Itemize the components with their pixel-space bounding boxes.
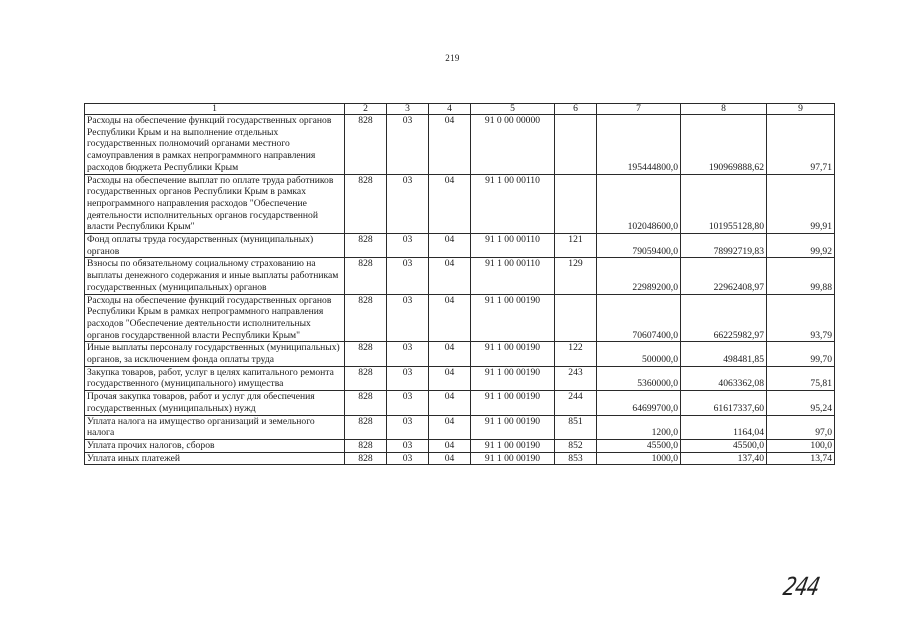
amount-cell: 66225982,97	[681, 294, 767, 342]
row-name-cell: Уплата иных платежей	[85, 452, 345, 465]
code-cell: 91 1 00 00190	[471, 294, 555, 342]
table-row	[85, 391, 835, 415]
code-cell: 828	[345, 174, 387, 234]
code-cell: 852	[555, 439, 597, 452]
row-name-cell: Уплата налога на имущество организаций и земельного налога	[85, 415, 345, 439]
code-cell: 244	[555, 391, 597, 415]
row-name-cell: Расходы на обеспечение функций государственных органов Республики Крым в рамках непрограммного направления расходов "Обеспечение деятельности исполнительных органов государственной власти Республики Крым"	[85, 294, 345, 342]
amount-cell: 79059400,0	[597, 234, 681, 258]
amount-cell: 102048600,0	[597, 174, 681, 234]
table-row	[85, 234, 835, 258]
code-cell: 91 1 00 00190	[471, 391, 555, 415]
row-name-cell: Иные выплаты персоналу государственных (муниципальных) органов, за исключением фонда оплаты труда	[85, 342, 345, 366]
code-cell: 828	[345, 342, 387, 366]
amount-cell: 1000,0	[597, 452, 681, 465]
code-cell	[555, 115, 597, 175]
header-cell: 3	[387, 104, 429, 115]
code-cell: 129	[555, 258, 597, 294]
code-cell: 853	[555, 452, 597, 465]
code-cell: 91 1 00 00110	[471, 174, 555, 234]
amount-cell: 195444800,0	[597, 115, 681, 175]
table-row	[85, 415, 835, 439]
percent-cell: 97,71	[767, 115, 835, 175]
code-cell: 91 1 00 00110	[471, 258, 555, 294]
code-cell: 04	[429, 294, 471, 342]
code-cell: 03	[387, 294, 429, 342]
code-cell: 828	[345, 452, 387, 465]
code-cell: 04	[429, 342, 471, 366]
header-cell: 6	[555, 104, 597, 115]
code-cell: 03	[387, 258, 429, 294]
amount-cell: 22962408,97	[681, 258, 767, 294]
amount-cell: 70607400,0	[597, 294, 681, 342]
code-cell: 04	[429, 452, 471, 465]
header-cell: 4	[429, 104, 471, 115]
amount-cell: 1200,0	[597, 415, 681, 439]
header-cell: 8	[681, 104, 767, 115]
code-cell: 04	[429, 115, 471, 175]
code-cell: 828	[345, 258, 387, 294]
amount-cell: 45500,0	[597, 439, 681, 452]
code-cell: 122	[555, 342, 597, 366]
amount-cell: 45500,0	[681, 439, 767, 452]
amount-cell: 64699700,0	[597, 391, 681, 415]
table-row	[85, 366, 835, 390]
table-row	[85, 439, 835, 452]
percent-cell: 93,79	[767, 294, 835, 342]
code-cell: 91 1 00 00190	[471, 439, 555, 452]
percent-cell: 97,0	[767, 415, 835, 439]
code-cell: 828	[345, 439, 387, 452]
amount-cell: 78992719,83	[681, 234, 767, 258]
amount-cell: 190969888,62	[681, 115, 767, 175]
header-cell: 9	[767, 104, 835, 115]
amount-cell: 22989200,0	[597, 258, 681, 294]
header-cell: 5	[471, 104, 555, 115]
code-cell: 03	[387, 366, 429, 390]
table-row	[85, 452, 835, 465]
amount-cell: 1164,04	[681, 415, 767, 439]
percent-cell: 13,74	[767, 452, 835, 465]
percent-cell: 99,91	[767, 174, 835, 234]
amount-cell: 137,40	[681, 452, 767, 465]
code-cell: 91 0 00 00000	[471, 115, 555, 175]
amount-cell: 500000,0	[597, 342, 681, 366]
code-cell: 91 1 00 00190	[471, 415, 555, 439]
amount-cell: 61617337,60	[681, 391, 767, 415]
code-cell: 03	[387, 342, 429, 366]
header-cell: 7	[597, 104, 681, 115]
percent-cell: 75,81	[767, 366, 835, 390]
code-cell: 91 1 00 00190	[471, 452, 555, 465]
header-row	[85, 104, 835, 115]
code-cell: 03	[387, 115, 429, 175]
amount-cell: 4063362,08	[681, 366, 767, 390]
amount-cell: 498481,85	[681, 342, 767, 366]
code-cell: 04	[429, 366, 471, 390]
page-number: 219	[445, 53, 460, 63]
percent-cell: 95,24	[767, 391, 835, 415]
code-cell: 851	[555, 415, 597, 439]
code-cell: 91 1 00 00190	[471, 342, 555, 366]
code-cell: 243	[555, 366, 597, 390]
code-cell: 04	[429, 234, 471, 258]
code-cell: 03	[387, 415, 429, 439]
header-cell: 1	[85, 104, 345, 115]
amount-cell: 5360000,0	[597, 366, 681, 390]
percent-cell: 100,0	[767, 439, 835, 452]
percent-cell: 99,70	[767, 342, 835, 366]
table-row	[85, 294, 835, 342]
code-cell	[555, 174, 597, 234]
percent-cell: 99,92	[767, 234, 835, 258]
code-cell: 828	[345, 366, 387, 390]
code-cell: 03	[387, 452, 429, 465]
code-cell: 828	[345, 391, 387, 415]
code-cell: 04	[429, 415, 471, 439]
row-name-cell: Фонд оплаты труда государственных (муниципальных) органов	[85, 234, 345, 258]
code-cell: 828	[345, 294, 387, 342]
budget-table	[84, 103, 835, 465]
table-row	[85, 258, 835, 294]
code-cell: 828	[345, 115, 387, 175]
code-cell: 03	[387, 391, 429, 415]
row-name-cell: Взносы по обязательному социальному страхованию на выплаты денежного содержания и иные выплаты работникам государственных (муниципальных) органов	[85, 258, 345, 294]
row-name-cell: Закупка товаров, работ, услуг в целях капитального ремонта государственного (муниципального) имущества	[85, 366, 345, 390]
amount-cell: 101955128,80	[681, 174, 767, 234]
code-cell: 91 1 00 00110	[471, 234, 555, 258]
row-name-cell: Прочая закупка товаров, работ и услуг для обеспечения государственных (муниципальных) нужд	[85, 391, 345, 415]
code-cell	[555, 294, 597, 342]
code-cell: 04	[429, 258, 471, 294]
table-row	[85, 115, 835, 175]
handwritten-page-number: 244	[780, 572, 822, 601]
row-name-cell: Расходы на обеспечение функций государственных органов Республики Крым и на выполнение отдельных государственных полномочий органами местного самоуправления в рамках непрограммного направления расходов бюджета Республики Крым	[85, 115, 345, 175]
table-row	[85, 174, 835, 234]
code-cell: 04	[429, 174, 471, 234]
header-cell: 2	[345, 104, 387, 115]
row-name-cell: Уплата прочих налогов, сборов	[85, 439, 345, 452]
code-cell: 03	[387, 439, 429, 452]
code-cell: 04	[429, 439, 471, 452]
row-name-cell: Расходы на обеспечение выплат по оплате труда работников государственных органов Республики Крым в рамках непрограммного направления расходов "Обеспечение деятельности исполнительных органов государственной власти Республики Крым"	[85, 174, 345, 234]
code-cell: 828	[345, 234, 387, 258]
table-row	[85, 342, 835, 366]
code-cell: 828	[345, 415, 387, 439]
percent-cell: 99,88	[767, 258, 835, 294]
code-cell: 91 1 00 00190	[471, 366, 555, 390]
code-cell: 121	[555, 234, 597, 258]
code-cell: 04	[429, 391, 471, 415]
code-cell: 03	[387, 174, 429, 234]
code-cell: 03	[387, 234, 429, 258]
